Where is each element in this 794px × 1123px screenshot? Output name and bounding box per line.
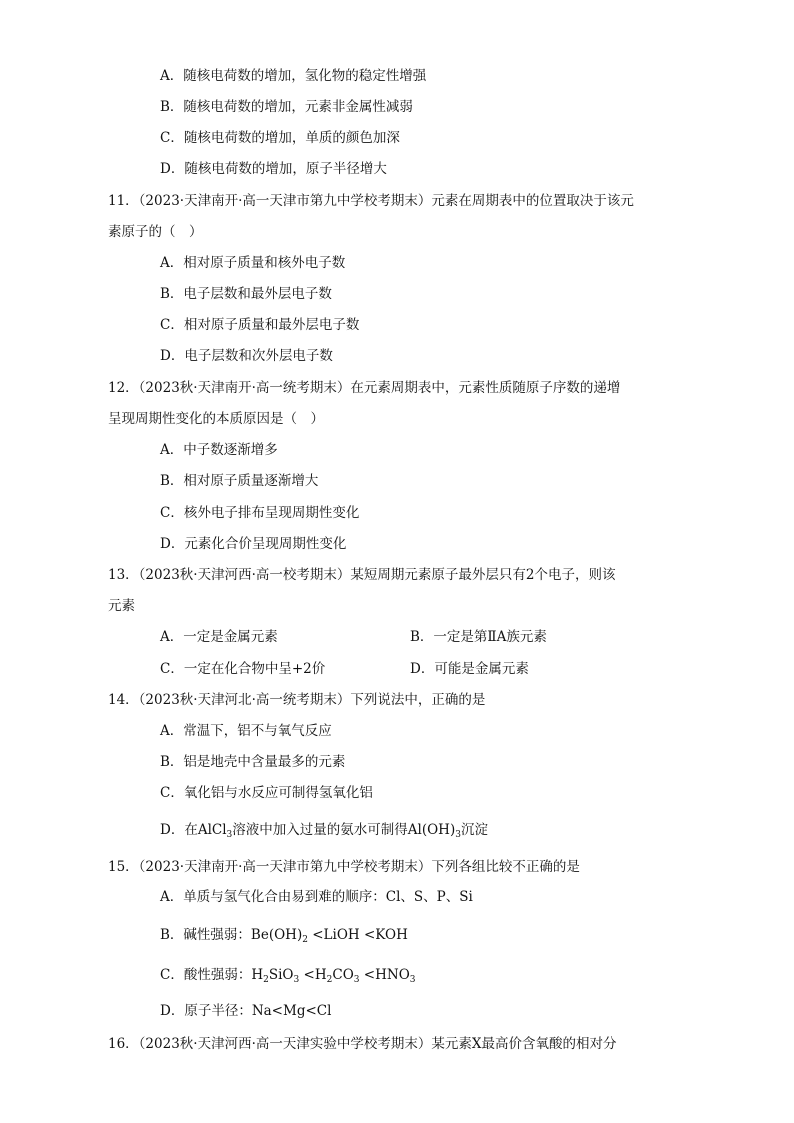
q13-option-d: D．可能是金属元素: [410, 661, 529, 677]
q10-option-b: B．随核电荷数的增加，元素非金属性减弱: [160, 99, 413, 115]
formula-h2co3-o-sub: 3: [353, 975, 360, 985]
formula-beoh2: [251, 927, 308, 943]
formula-aloh3-base: Al(OH): [407, 822, 456, 838]
q15-b-prefix: B．碱性强弱：: [160, 927, 251, 943]
formula-h2sio3-sio: SiO: [268, 967, 294, 983]
formula-h2co3-h-sub: 2: [326, 975, 333, 985]
q13-option-b: B．一定是第ⅡA族元素: [410, 629, 547, 645]
formula-hno3: <HNO: [359, 967, 410, 983]
q11-stem-line2: 素原子的（ ）: [108, 224, 203, 240]
formula-beoh2-sub: 2: [302, 935, 308, 945]
q15-b-suffix: <LiOH <KOH: [307, 927, 408, 943]
q14-stem: 14．（2023秋·天津河北·高一统考期末）下列说法中，正确的是: [108, 692, 486, 708]
formula-alcl3-sub: 3: [226, 830, 233, 840]
q15-option-b: [160, 925, 408, 950]
formula-h2sio3-h-sub: 2: [263, 975, 269, 985]
q14-d-prefix: D．在: [160, 822, 198, 838]
q12-stem-line1: 12．（2023秋·天津南开·高一统考期末）在元素周期表中，元素性质随原子序数的递增: [108, 380, 621, 396]
q15-option-d: D．原子半径：Na<Mg<Cl: [160, 1003, 332, 1019]
q15-c-prefix: C．酸性强弱：: [160, 967, 252, 983]
q14-d-middle: 溶液中加入过量的氨水可制得: [232, 822, 408, 838]
q14-option-c: C．氧化铝与水反应可制得氢氧化铝: [160, 785, 373, 801]
q13-option-c: C．一定在化合物中呈+2价: [160, 661, 326, 677]
q14-d-suffix: 沉淀: [460, 822, 488, 838]
q12-option-c: C．核外电子排布呈现周期性变化: [160, 505, 360, 521]
formula-h2sio3-h: H: [251, 967, 264, 983]
formula-aloh3: [408, 822, 461, 838]
formula-alcl3: [198, 822, 232, 838]
q11-option-b: B．电子层数和最外层电子数: [160, 286, 332, 302]
q14-option-d: [160, 820, 488, 845]
q13-option-a: A．一定是金属元素: [160, 629, 278, 645]
formula-h2co3-h: <H: [299, 967, 327, 983]
q11-option-a: A．相对原子质量和核外电子数: [160, 255, 346, 271]
q15-option-a: A．单质与氢气化合由易到难的顺序：Cl、S、P、Si: [160, 889, 473, 905]
formula-h2sio3-o-sub: 3: [293, 975, 300, 985]
q13-stem-line1: 13．（2023秋·天津河西·高一校考期末）某短周期元素原子最外层只有2个电子，则该: [108, 567, 616, 583]
q12-option-a: A．中子数逐渐增多: [160, 442, 278, 458]
q11-option-d: D．电子层数和次外层电子数: [160, 348, 333, 364]
q13-stem-line2: 元素: [108, 598, 135, 614]
q10-option-c: C．随核电荷数的增加，单质的颜色加深: [160, 130, 400, 146]
q15-option-c: [160, 965, 416, 990]
q10-option-d: D．随核电荷数的增加，原子半径增大: [160, 161, 387, 177]
formula-hno3-sub: 3: [409, 975, 416, 985]
q14-option-a: A．常温下，铝不与氧气反应: [160, 723, 332, 739]
q10-option-a: A．随核电荷数的增加，氢化物的稳定性增强: [160, 68, 427, 84]
q11-option-c: C．相对原子质量和最外层电子数: [160, 317, 360, 333]
q11-stem-line1: 11．（2023·天津南开·高一天津市第九中学校考期末）元素在周期表中的位置取决于该元: [108, 193, 634, 209]
q14-option-b: B．铝是地壳中含量最多的元素: [160, 754, 346, 770]
q15-stem: 15．（2023·天津南开·高一天津市第九中学校考期末）下列各组比较不正确的是: [108, 859, 580, 875]
q12-option-b: B．相对原子质量逐渐增大: [160, 473, 319, 489]
q12-option-d: D．元素化合价呈现周期性变化: [160, 536, 347, 552]
formula-h2co3-co: CO: [332, 967, 354, 983]
q12-stem-line2: 呈现周期性变化的本质原因是（ ）: [108, 411, 324, 427]
formula-aloh3-sub: 3: [455, 830, 461, 840]
formula-alcl3-base: AlCl: [197, 822, 227, 838]
q16-stem-line1: 16．（2023秋·天津河西·高一天津实验中学校考期末）某元素X最高价含氧酸的相对分: [108, 1036, 617, 1052]
formula-beoh2-base: Be(OH): [250, 927, 303, 943]
